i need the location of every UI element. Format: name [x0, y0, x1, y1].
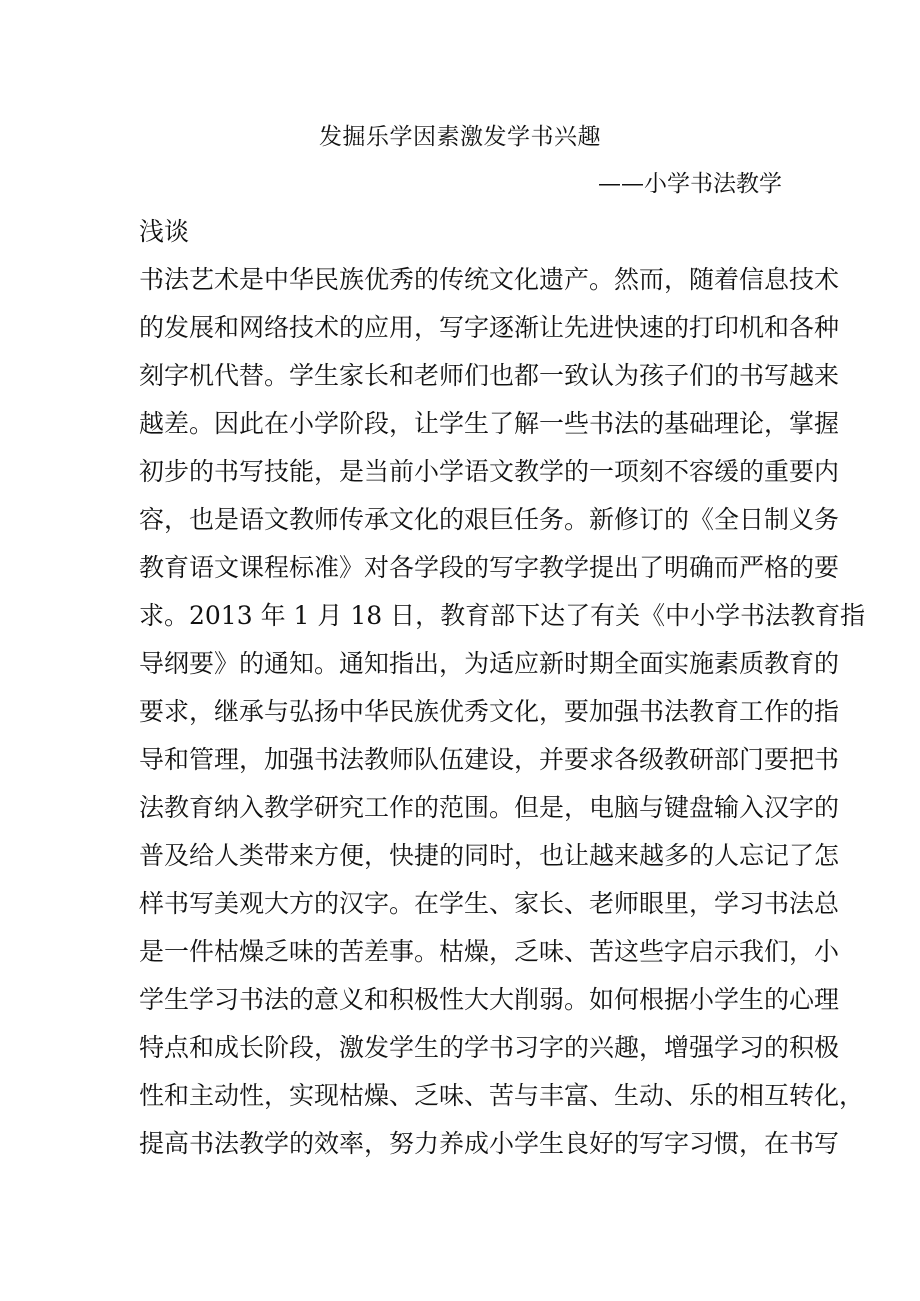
body-line: 普及给人类带来方便，快捷的同时，也让越来越多的人忘记了怎: [139, 841, 840, 870]
body-line: 浅谈: [139, 217, 190, 246]
body-line: 书法艺术是中华民族优秀的传统文化遗产。然而，随着信息技术: [139, 265, 840, 294]
body-line: 容，也是语文教师传承文化的艰巨任务。新修订的《全日制义务: [139, 505, 840, 534]
body-line: 初步的书写技能，是当前小学语文教学的一项刻不容缓的重要内: [139, 457, 840, 486]
body-line: 特点和成长阶段，激发学生的学书习字的兴趣，增强学习的积极: [139, 1033, 840, 1062]
body-line: 性和主动性，实现枯燥、乏味、苦与丰富、生动、乐的相互转化，: [139, 1081, 865, 1110]
body-line: 要求，继承与弘扬中华民族优秀文化，要加强书法教育工作的指: [139, 697, 840, 726]
body-line: 法教育纳入教学研究工作的范围。但是，电脑与键盘输入汉字的: [139, 793, 840, 822]
body-line: 导和管理，加强书法教师队伍建设，并要求各级教研部门要把书: [139, 745, 840, 774]
body-line: 导纲要》的通知。通知指出，为适应新时期全面实施素质教育的: [139, 649, 840, 678]
body-line: 的发展和网络技术的应用，写字逐渐让先进快速的打印机和各种: [139, 313, 840, 342]
body-line: 求。2013 年 1 月 18 日，教育部下达了有关《中小学书法教育指: [139, 601, 866, 630]
body-line: 样书写美观大方的汉字。在学生、家长、老师眼里，学习书法总: [139, 889, 840, 918]
body-line: 提高书法教学的效率，努力养成小学生良好的写字习惯，在书写: [139, 1129, 840, 1158]
body-line: 是一件枯燥乏味的苦差事。枯燥，乏味、苦这些字启示我们，小: [139, 937, 840, 966]
body-line: 刻字机代替。学生家长和老师们也都一致认为孩子们的书写越来: [139, 361, 840, 390]
body-line: 学生学习书法的意义和积极性大大削弱。如何根据小学生的心理: [139, 985, 840, 1014]
body-line: 教育语文课程标准》对各学段的写字教学提出了明确而严格的要: [139, 553, 840, 582]
document-subtitle: ——小学书法教学: [598, 171, 782, 197]
document-title: 发掘乐学因素激发学书兴趣: [319, 124, 601, 150]
body-line: 越差。因此在小学阶段，让学生了解一些书法的基础理论，掌握: [139, 409, 840, 438]
